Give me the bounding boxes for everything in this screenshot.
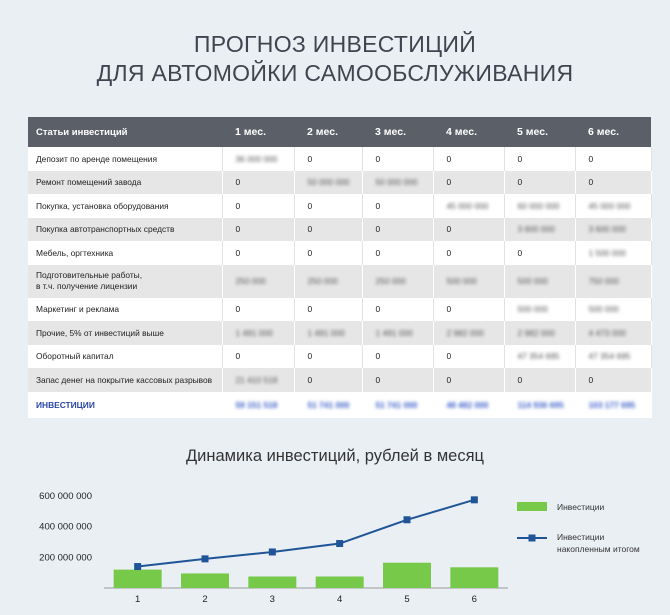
line-point bbox=[269, 548, 276, 555]
value-cell bbox=[433, 345, 504, 369]
total-value-text: 51 741 000 bbox=[307, 399, 350, 410]
title-line-2: ДЛЯ АВТОМОЙКИ САМООБСЛУЖИВАНИЯ bbox=[96, 60, 574, 86]
table-row bbox=[28, 298, 651, 322]
value-cell bbox=[575, 345, 651, 369]
value-cell bbox=[222, 321, 294, 345]
value-cell bbox=[222, 218, 294, 242]
legend-swatch-marker bbox=[529, 535, 536, 542]
row-label-text: Депозит по аренде помещения bbox=[36, 153, 157, 164]
value-text: 0 bbox=[307, 351, 313, 362]
value-text: 0 bbox=[375, 351, 381, 362]
bar bbox=[114, 570, 162, 588]
value-cell bbox=[504, 265, 575, 298]
row-label bbox=[28, 218, 222, 242]
value-cell bbox=[433, 218, 504, 242]
table-row bbox=[28, 321, 651, 345]
value-text: 0 bbox=[235, 247, 241, 258]
value-text: 0 bbox=[235, 304, 241, 315]
value-text: 47 354 695 bbox=[517, 351, 560, 362]
value-cell bbox=[294, 321, 362, 345]
row-label-text: Покупка, установка оборудования bbox=[36, 200, 169, 211]
value-cell bbox=[362, 241, 433, 265]
x-tick-label: 1 bbox=[135, 594, 141, 605]
y-tick-label: 400 000 000 bbox=[39, 521, 92, 533]
value-text: 3 600 000 bbox=[588, 224, 626, 235]
value-cell bbox=[575, 218, 651, 242]
bar bbox=[450, 567, 498, 588]
value-cell bbox=[504, 171, 575, 195]
legend-label: накопленным итогом bbox=[557, 544, 640, 554]
value-cell bbox=[362, 147, 433, 171]
value-text: 250 000 bbox=[307, 275, 338, 286]
value-text: 0 bbox=[517, 177, 523, 188]
value-text: 500 000 bbox=[446, 275, 477, 286]
value-cell bbox=[222, 147, 294, 171]
table-row bbox=[28, 241, 651, 265]
value-text: 21 410 518 bbox=[235, 374, 278, 385]
legend-label: Инвестиции bbox=[557, 502, 605, 512]
value-text: 500 000 bbox=[517, 275, 548, 286]
table-row bbox=[28, 194, 651, 218]
value-cell bbox=[294, 265, 362, 298]
table-row bbox=[28, 345, 651, 369]
value-text: 47 354 695 bbox=[588, 351, 631, 362]
row-label bbox=[28, 194, 222, 218]
value-cell bbox=[433, 194, 504, 218]
total-value-text: 103 177 695 bbox=[588, 399, 636, 410]
line-point bbox=[134, 563, 141, 570]
value-cell bbox=[294, 218, 362, 242]
value-text: 500 000 bbox=[588, 304, 619, 315]
header-cell: 5 мес. bbox=[504, 117, 575, 147]
x-tick-label: 4 bbox=[337, 594, 343, 605]
value-text: 500 000 bbox=[517, 304, 548, 315]
total-value-text: 59 151 518 bbox=[235, 399, 278, 410]
bar bbox=[248, 577, 296, 589]
line-point bbox=[336, 540, 343, 547]
value-cell bbox=[504, 194, 575, 218]
value-cell bbox=[222, 345, 294, 369]
value-text: 0 bbox=[375, 153, 381, 164]
value-cell bbox=[433, 265, 504, 298]
total-value-cell bbox=[222, 392, 294, 418]
header-cell: Статьи инвестиций bbox=[28, 117, 222, 147]
value-text: 1 491 000 bbox=[375, 327, 413, 338]
bar bbox=[181, 573, 229, 588]
value-text: 0 bbox=[375, 247, 381, 258]
value-cell bbox=[575, 194, 651, 218]
series-line bbox=[138, 500, 475, 567]
value-cell bbox=[504, 368, 575, 392]
total-value-cell bbox=[504, 392, 575, 418]
value-cell bbox=[362, 194, 433, 218]
value-cell bbox=[433, 298, 504, 322]
value-cell bbox=[433, 241, 504, 265]
value-cell bbox=[294, 368, 362, 392]
row-label bbox=[28, 345, 222, 369]
value-cell bbox=[222, 241, 294, 265]
value-text: 250 000 bbox=[375, 275, 406, 286]
row-label bbox=[28, 321, 222, 345]
y-tick-label: 200 000 000 bbox=[39, 552, 92, 564]
total-value-cell bbox=[362, 392, 433, 418]
value-cell bbox=[504, 218, 575, 242]
table-row bbox=[28, 218, 651, 242]
value-text: 250 000 bbox=[235, 275, 266, 286]
value-cell bbox=[294, 171, 362, 195]
row-label bbox=[28, 298, 222, 322]
value-cell bbox=[504, 321, 575, 345]
value-text: 50 000 000 bbox=[375, 177, 418, 188]
header-cell: 2 мес. bbox=[294, 117, 362, 147]
line-point bbox=[202, 555, 209, 562]
value-text: 36 000 000 bbox=[235, 153, 278, 164]
page-title bbox=[0, 30, 670, 88]
value-cell bbox=[294, 298, 362, 322]
value-cell bbox=[294, 147, 362, 171]
value-text: 0 bbox=[307, 153, 313, 164]
value-cell bbox=[362, 368, 433, 392]
header-cell: 4 мес. bbox=[433, 117, 504, 147]
row-label-text: Оборотный капитал bbox=[36, 351, 114, 362]
value-text: 0 bbox=[307, 304, 313, 315]
bar bbox=[383, 563, 431, 588]
value-text: 0 bbox=[588, 374, 594, 385]
row-label-text: Маркетинг и реклама bbox=[36, 304, 120, 315]
table-row bbox=[28, 265, 651, 298]
value-text: 45 000 000 bbox=[446, 200, 489, 211]
value-text: 750 000 bbox=[588, 275, 619, 286]
x-tick-label: 2 bbox=[202, 594, 208, 605]
value-text: 0 bbox=[375, 304, 381, 315]
value-text: 50 000 000 bbox=[307, 177, 350, 188]
value-cell bbox=[575, 171, 651, 195]
value-text: 1 491 000 bbox=[235, 327, 273, 338]
investment-chart bbox=[0, 470, 670, 615]
x-tick-label: 6 bbox=[471, 594, 477, 605]
value-cell bbox=[294, 194, 362, 218]
value-cell bbox=[575, 241, 651, 265]
value-cell bbox=[362, 298, 433, 322]
value-cell bbox=[433, 368, 504, 392]
value-text: 0 bbox=[446, 304, 452, 315]
row-label-text: Ремонт помещений завода bbox=[36, 177, 142, 188]
row-label-text: Мебель, оргтехника bbox=[36, 247, 114, 258]
value-cell bbox=[433, 147, 504, 171]
value-cell bbox=[575, 368, 651, 392]
value-text: 0 bbox=[307, 224, 313, 235]
value-cell bbox=[362, 345, 433, 369]
header-cell: 1 мес. bbox=[222, 117, 294, 147]
value-text: 0 bbox=[375, 224, 381, 235]
row-label-text: Прочие, 5% от инвестиций выше bbox=[36, 327, 164, 338]
value-cell bbox=[504, 241, 575, 265]
value-cell bbox=[433, 321, 504, 345]
value-text: 0 bbox=[517, 153, 523, 164]
value-text: 1 500 000 bbox=[588, 247, 626, 258]
value-text: 0 bbox=[446, 153, 452, 164]
value-cell bbox=[362, 171, 433, 195]
value-text: 0 bbox=[446, 351, 452, 362]
value-text: 0 bbox=[588, 153, 594, 164]
investment-table bbox=[28, 117, 651, 418]
value-text: 1 491 000 bbox=[307, 327, 345, 338]
row-label bbox=[28, 147, 222, 171]
table-row bbox=[28, 147, 651, 171]
value-cell bbox=[222, 194, 294, 218]
value-text: 3 600 000 bbox=[517, 224, 555, 235]
row-label bbox=[28, 241, 222, 265]
total-value-text: 48 482 000 bbox=[446, 399, 489, 410]
value-text: 0 bbox=[235, 351, 241, 362]
value-cell bbox=[222, 171, 294, 195]
value-cell bbox=[433, 171, 504, 195]
value-cell bbox=[504, 147, 575, 171]
legend-swatch-bars bbox=[517, 502, 547, 511]
table-row bbox=[28, 368, 651, 392]
title-line-1: ПРОГНОЗ ИНВЕСТИЦИЙ bbox=[193, 31, 477, 57]
line-point bbox=[471, 496, 478, 503]
total-value-text: 114 936 695 bbox=[517, 399, 564, 410]
total-row bbox=[28, 392, 651, 418]
value-text: 2 982 000 bbox=[517, 327, 555, 338]
value-text: 0 bbox=[235, 200, 241, 211]
total-value-cell bbox=[575, 392, 651, 418]
value-text: 0 bbox=[307, 200, 313, 211]
value-cell bbox=[294, 241, 362, 265]
value-text: 45 000 000 bbox=[588, 200, 631, 211]
value-cell bbox=[504, 345, 575, 369]
value-cell bbox=[575, 265, 651, 298]
value-text: 0 bbox=[235, 177, 241, 188]
row-label-text: в т.ч. получение лицензии bbox=[36, 281, 138, 291]
value-cell bbox=[222, 265, 294, 298]
value-cell bbox=[222, 298, 294, 322]
x-tick-label: 3 bbox=[269, 594, 275, 605]
table-header-row bbox=[28, 117, 651, 147]
value-text: 0 bbox=[446, 247, 452, 258]
row-label bbox=[28, 265, 222, 298]
value-text: 0 bbox=[307, 374, 313, 385]
value-cell bbox=[504, 298, 575, 322]
value-cell bbox=[575, 298, 651, 322]
row-label bbox=[28, 368, 222, 392]
value-cell bbox=[575, 321, 651, 345]
row-label bbox=[28, 171, 222, 195]
x-tick-label: 5 bbox=[404, 594, 410, 605]
total-value-cell bbox=[433, 392, 504, 418]
table-row bbox=[28, 171, 651, 195]
header-cell: 3 мес. bbox=[362, 117, 433, 147]
total-label: ИНВЕСТИЦИИ bbox=[28, 392, 222, 418]
value-cell bbox=[362, 321, 433, 345]
value-cell bbox=[575, 147, 651, 171]
value-cell bbox=[362, 218, 433, 242]
value-text: 0 bbox=[446, 177, 452, 188]
value-text: 0 bbox=[517, 374, 523, 385]
value-text: 0 bbox=[588, 177, 594, 188]
value-cell bbox=[362, 265, 433, 298]
row-label-text: Запас денег на покрытие кассовых разрывов bbox=[36, 374, 213, 385]
value-text: 0 bbox=[446, 224, 452, 235]
line-point bbox=[404, 516, 411, 523]
value-text: 60 000 000 bbox=[517, 200, 560, 211]
y-tick-label: 600 000 000 bbox=[39, 491, 92, 502]
value-text: 0 bbox=[307, 247, 313, 258]
value-text: 0 bbox=[375, 200, 381, 211]
value-text: 0 bbox=[375, 374, 381, 385]
value-text: 4 473 000 bbox=[588, 327, 626, 338]
value-text: 0 bbox=[235, 224, 241, 235]
row-label-text: Подготовительные работы, bbox=[36, 270, 143, 280]
total-value-cell bbox=[294, 392, 362, 418]
legend-label: Инвестиции bbox=[557, 532, 605, 542]
header-cell: 6 мес. bbox=[575, 117, 651, 147]
value-cell bbox=[222, 368, 294, 392]
bar bbox=[316, 577, 364, 589]
value-text: 2 982 000 bbox=[446, 327, 484, 338]
row-label-text: Покупка автотранспортных средств bbox=[36, 224, 175, 235]
value-text: 0 bbox=[446, 374, 452, 385]
chart-title: Динамика инвестиций, рублей в месяц bbox=[186, 447, 484, 465]
value-cell bbox=[294, 345, 362, 369]
value-text: 0 bbox=[517, 247, 523, 258]
total-value-text: 51 741 000 bbox=[375, 399, 418, 410]
